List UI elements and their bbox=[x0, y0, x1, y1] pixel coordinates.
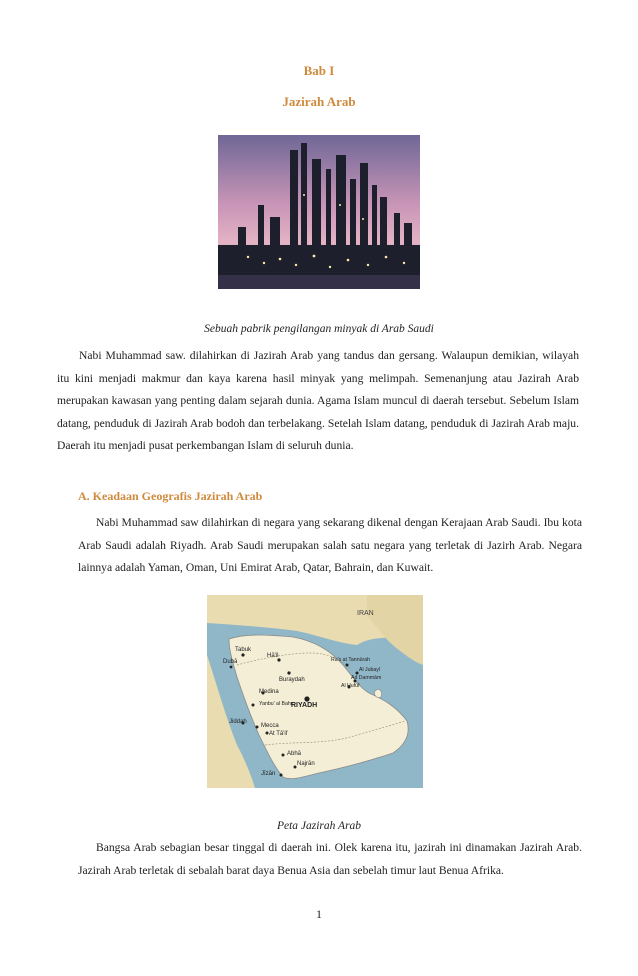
map-label-al-jubayl: Al Jubayl bbox=[359, 667, 381, 673]
oil-refinery-illustration bbox=[218, 135, 420, 289]
map-label-najran: Najrān bbox=[297, 761, 315, 767]
oil-refinery-photo bbox=[218, 135, 420, 289]
map-illustration bbox=[207, 595, 423, 788]
map-label-al-hufuf: Al Hufūf bbox=[341, 683, 360, 689]
map-label-ras-tanura: Ra's at Tannūrah bbox=[331, 657, 370, 663]
map-label-jiddah: Jiddah bbox=[229, 719, 247, 725]
map-label-ad-dammam: Ad Dammām bbox=[351, 675, 382, 681]
arabian-peninsula-map bbox=[207, 595, 423, 788]
intro-paragraph: Nabi Muhammad saw. dilahirkan di Jazirah Arab yang tandus dan gersang. Walaupun demikian, wilayah itu kini menjadi makmur dan kaya karena hasil minyak yang melimpah. Semenanjung atau Jazirah Arab merupakan kawasan yang penting dalam sejarah dunia. Agama Islam muncul di daerah tersebut. Sebelum Islam datang, penduduk di Jazirah Arab bodoh dan terbelakang. Setelah Islam datang, penduduk di Jazirah Arab maju. Daerah itu menjadi pusat perkembangan Islam di seluruh dunia. bbox=[57, 349, 579, 452]
section-a-paragraph: Nabi Muhammad saw dilahirkan di negara yang sekarang dikenal dengan Kerajaan Arab Saudi. Ibu kota Arab Saudi adalah Riyadh. Arab Saudi merupakan salah satu negara yang terletak di Jazirh Arab. Negara lainnya adalah Yaman, Oman, Uni Emirat Arab, Qatar, Bahrain, dan Kuwait. bbox=[78, 516, 582, 574]
map-label-tabuk: Tabuk bbox=[235, 647, 252, 653]
map-label-duba: Dubā bbox=[223, 659, 238, 665]
map-label-jizan: Jīzān bbox=[261, 771, 276, 777]
chapter-title: Jazirah Arab bbox=[282, 94, 356, 109]
map-label-yanbu: Yanbu' al Bahr bbox=[259, 701, 293, 707]
section-a-heading: A. Keadaan Geografis Jazirah Arab bbox=[78, 489, 263, 503]
page-number: 1 bbox=[316, 907, 322, 921]
figure1-caption: Sebuah pabrik pengilangan minyak di Arab Saudi bbox=[204, 323, 434, 335]
map-label-iran: IRAN bbox=[357, 610, 374, 617]
map-label-mecca: Mecca bbox=[261, 723, 279, 729]
map-label-abha: Abhā bbox=[287, 751, 302, 757]
map-label-medina: Medina bbox=[259, 689, 279, 695]
map-label-at-taif: At Tā'if bbox=[269, 731, 288, 737]
map-label-hail: Hā'il bbox=[267, 653, 279, 659]
chapter-label: Bab I bbox=[303, 63, 335, 78]
closing-paragraph: Bangsa Arab sebagian besar tinggal di daerah ini. Olek karena itu, jazirah ini dinamakan Jazirah Arab. Jazirah Arab terletak di sebalah barat daya Benua Asia dan sebelah timur laut Benua Afrika. bbox=[78, 841, 582, 877]
map-label-buraydah: Buraydah bbox=[279, 677, 305, 683]
map-label-riyadh: RIYADH bbox=[291, 702, 318, 709]
figure2-caption: Peta Jazirah Arab bbox=[276, 820, 362, 832]
